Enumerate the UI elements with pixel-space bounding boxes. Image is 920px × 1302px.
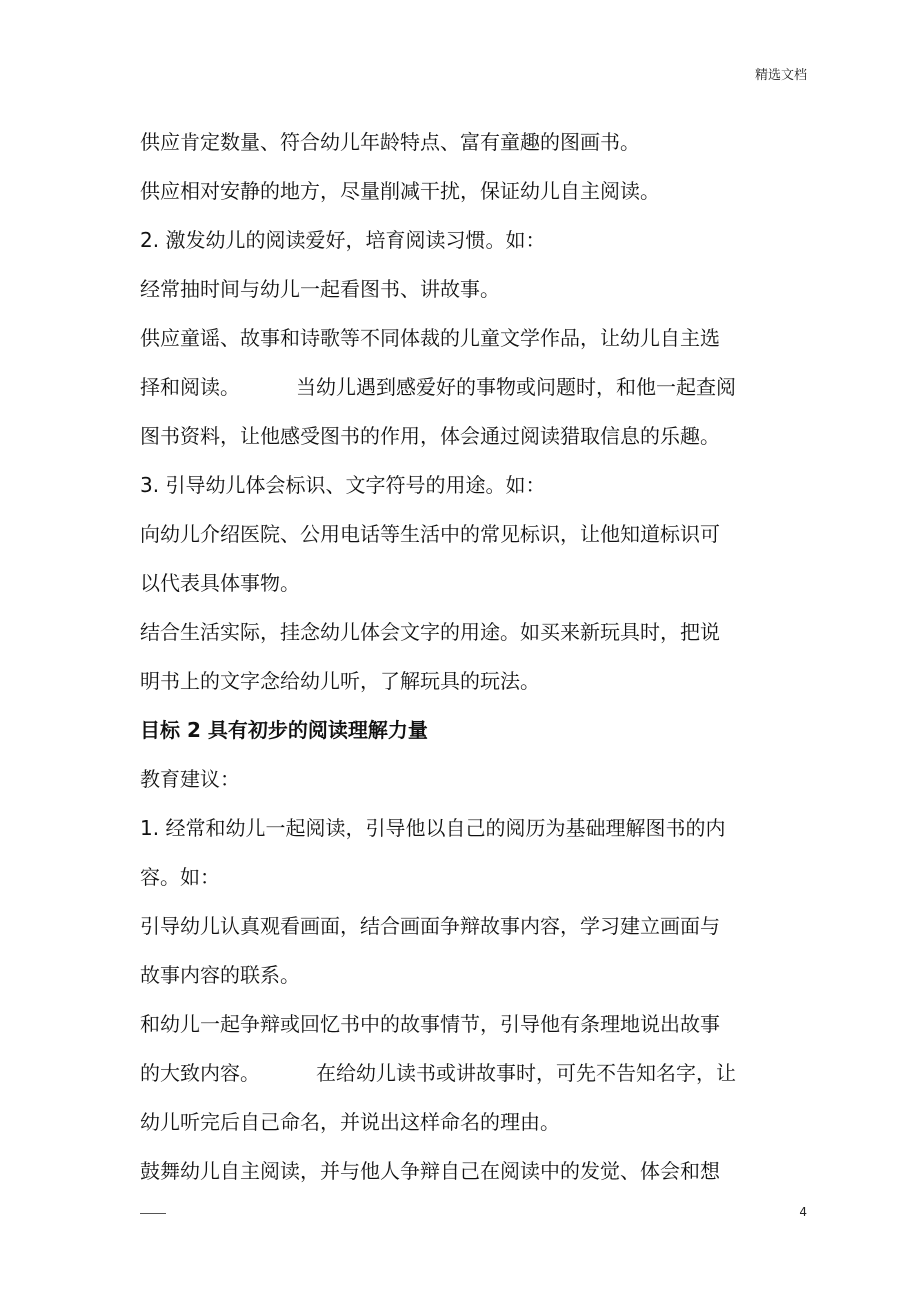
paragraph-line: 故事内容的联系。	[140, 963, 300, 987]
text-segment: 择和阅读。	[140, 375, 240, 399]
paragraph-line: 幼儿听完后自己命名，并说出这样命名的理由。	[140, 1110, 560, 1134]
text-segment: 的大致内容。	[140, 1061, 260, 1085]
text-segment: 在给幼儿读书或讲故事时，可先不告知名字，让	[316, 1061, 736, 1085]
paragraph-line	[140, 1049, 790, 1098]
paragraph-line: 向幼儿介绍医院、公用电话等生活中的常见标识，让他知道标识可	[140, 522, 720, 546]
subheading: 教育建议：	[140, 767, 240, 791]
paragraph-line: 引导幼儿认真观看画面，结合画面争辩故事内容，学习建立画面与	[140, 914, 720, 938]
section-heading: 目标 2 具有初步的阅读理解力量	[140, 718, 428, 742]
paragraph-line: 供应肯定数量、符合幼儿年龄特点、富有童趣的图画书。	[140, 130, 640, 154]
paragraph-line: 图书资料，让他感受图书的作用，体会通过阅读猎取信息的乐趣。	[140, 424, 720, 448]
list-item-3: 3. 引导幼儿体会标识、文字符号的用途。如：	[140, 473, 546, 497]
paragraph-line: 鼓舞幼儿自主阅读，并与他人争辩自己在阅读中的发觉、体会和想	[140, 1159, 720, 1183]
paragraph-line: 容。如：	[140, 865, 220, 889]
paragraph-line: 和幼儿一起争辩或回忆书中的故事情节，引导他有条理地说出故事	[140, 1012, 720, 1036]
list-item-2: 2. 激发幼儿的阅读爱好，培育阅读习惯。如：	[140, 228, 546, 252]
header-tag: 精选文档	[754, 68, 807, 83]
paragraph-line: 明书上的文字念给幼儿听，了解玩具的玩法。	[140, 669, 540, 693]
text-segment: 当幼儿遇到感爱好的事物或问题时，和他一起查阅	[296, 375, 736, 399]
paragraph-line: 经常抽时间与幼儿一起看图书、讲故事。	[140, 277, 500, 301]
paragraph-line	[140, 363, 790, 412]
paragraph-line: 结合生活实际，挂念幼儿体会文字的用途。如买来新玩具时，把说	[140, 620, 720, 644]
paragraph-line: 供应童谣、故事和诗歌等不同体裁的儿童文学作品，让幼儿自主选	[140, 326, 720, 350]
footer-rule	[140, 1213, 166, 1214]
list-item-1: 1. 经常和幼儿一起阅读，引导他以自己的阅历为基础理解图书的内	[140, 816, 726, 840]
document-body	[140, 118, 790, 1196]
paragraph-line: 以代表具体事物。	[140, 571, 300, 595]
paragraph-line: 供应相对安静的地方，尽量削减干扰，保证幼儿自主阅读。	[140, 179, 660, 203]
page-number: 4	[799, 1205, 807, 1219]
